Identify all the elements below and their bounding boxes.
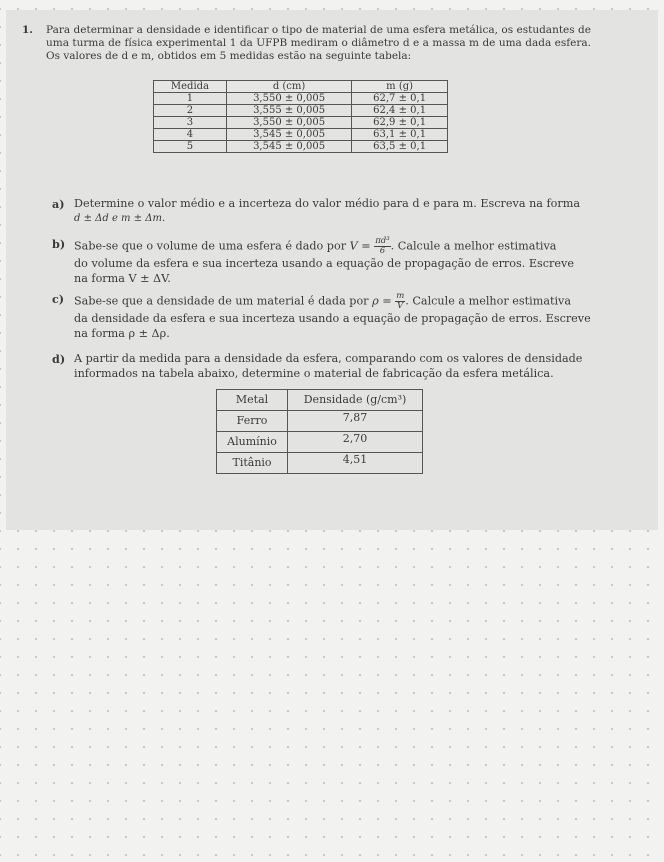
cell-medida: 1: [154, 93, 227, 105]
table-row: [154, 93, 448, 105]
table-row: [154, 105, 448, 117]
cell-diameter: 3,545 ± 0,005: [226, 129, 351, 141]
cell-metal: Alumínio: [217, 432, 288, 453]
item-a-line1: Determine o valor médio e a incerteza do valor médio para d e para m. Escreva na forma: [74, 197, 581, 210]
cell-medida: 3: [154, 117, 227, 129]
volume-formula-fraction: [374, 237, 390, 256]
cell-diameter: 3,555 ± 0,005: [226, 105, 351, 117]
density-formula-numerator: m: [396, 291, 405, 301]
cell-density: 2,70: [288, 432, 423, 453]
item-b-pre: Sabe-se que o volume de uma esfera é dado por: [74, 239, 347, 253]
cell-diameter: 3,550 ± 0,005: [226, 117, 351, 129]
header-medida: Medida: [154, 81, 227, 93]
cell-mass: 63,1 ± 0,1: [352, 129, 448, 141]
density-formula-denominator: V: [397, 301, 404, 311]
item-b-line2: do volume da esfera e sua incerteza usando a equação de propagação de erros. Escreve: [74, 257, 574, 270]
cell-diameter: 3,550 ± 0,005: [226, 93, 351, 105]
header-mass: m (g): [352, 81, 448, 93]
table-row: [154, 129, 448, 141]
item-d-line2: informados na tabela abaixo, determine o material de fabricação da esfera metálica.: [74, 366, 554, 380]
volume-formula-denominator: 6: [379, 246, 386, 256]
item-d-label: d): [52, 352, 66, 366]
density-formula-fraction: [395, 292, 405, 311]
item-c-post: . Calcule a melhor estimativa: [405, 294, 572, 308]
cell-mass: 62,9 ± 0,1: [352, 117, 448, 129]
cell-mass: 62,7 ± 0,1: [352, 93, 448, 105]
table-row: [217, 432, 423, 453]
header-diameter: d (cm): [226, 81, 351, 93]
measurements-table: [153, 80, 448, 153]
table-header-row: [217, 390, 423, 411]
table-header-row: [154, 81, 448, 93]
cell-metal: Titânio: [217, 453, 288, 474]
table-row: [154, 117, 448, 129]
volume-formula-numerator: πd³: [375, 236, 390, 246]
item-b-label: b): [52, 237, 66, 251]
cell-mass: 62,4 ± 0,1: [352, 105, 448, 117]
table-row: [154, 141, 448, 153]
cell-metal: Ferro: [217, 411, 288, 432]
question-number: 1.: [22, 24, 33, 36]
question-text: Para determinar a densidade e identificar o tipo de material de uma esfera metálica, os estudantes de uma turma de física experimental 1 da UFPB mediram o diâmetro d e a massa m de uma dada esfera. Os valores de d e m, obtidos em 5 medidas estão na seguinte tabela:: [46, 24, 591, 62]
item-a-line2: d ± Δd e m ± Δm.: [74, 212, 166, 224]
item-c-line2: da densidade da esfera e sua incerteza usando a equação de propagação de erros. Escreve: [74, 312, 591, 325]
cell-mass: 63,5 ± 0,1: [352, 141, 448, 153]
cell-medida: 4: [154, 129, 227, 141]
item-a-label: a): [52, 197, 65, 211]
item-b-line3: na forma V ± ΔV.: [74, 271, 171, 285]
item-c-label: c): [52, 292, 65, 306]
density-table: [216, 389, 423, 474]
cell-density: 7,87: [288, 411, 423, 432]
volume-formula-lhs: V =: [349, 239, 371, 253]
table-row: [217, 411, 423, 432]
item-d-line1: A partir da medida para a densidade da esfera, comparando com os valores de densidade: [74, 352, 583, 365]
header-density: Densidade (g/cm³): [288, 390, 423, 411]
item-b-post: . Calcule a melhor estimativa: [390, 239, 557, 253]
item-c-pre: Sabe-se que a densidade de um material é dada por: [74, 294, 369, 308]
cell-density: 4,51: [288, 453, 423, 474]
item-c-line3: na forma ρ ± Δρ.: [74, 326, 170, 340]
header-metal: Metal: [217, 390, 288, 411]
cell-medida: 2: [154, 105, 227, 117]
table-row: [217, 453, 423, 474]
density-formula-lhs: ρ =: [372, 294, 392, 308]
cell-diameter: 3,545 ± 0,005: [226, 141, 351, 153]
cell-medida: 5: [154, 141, 227, 153]
